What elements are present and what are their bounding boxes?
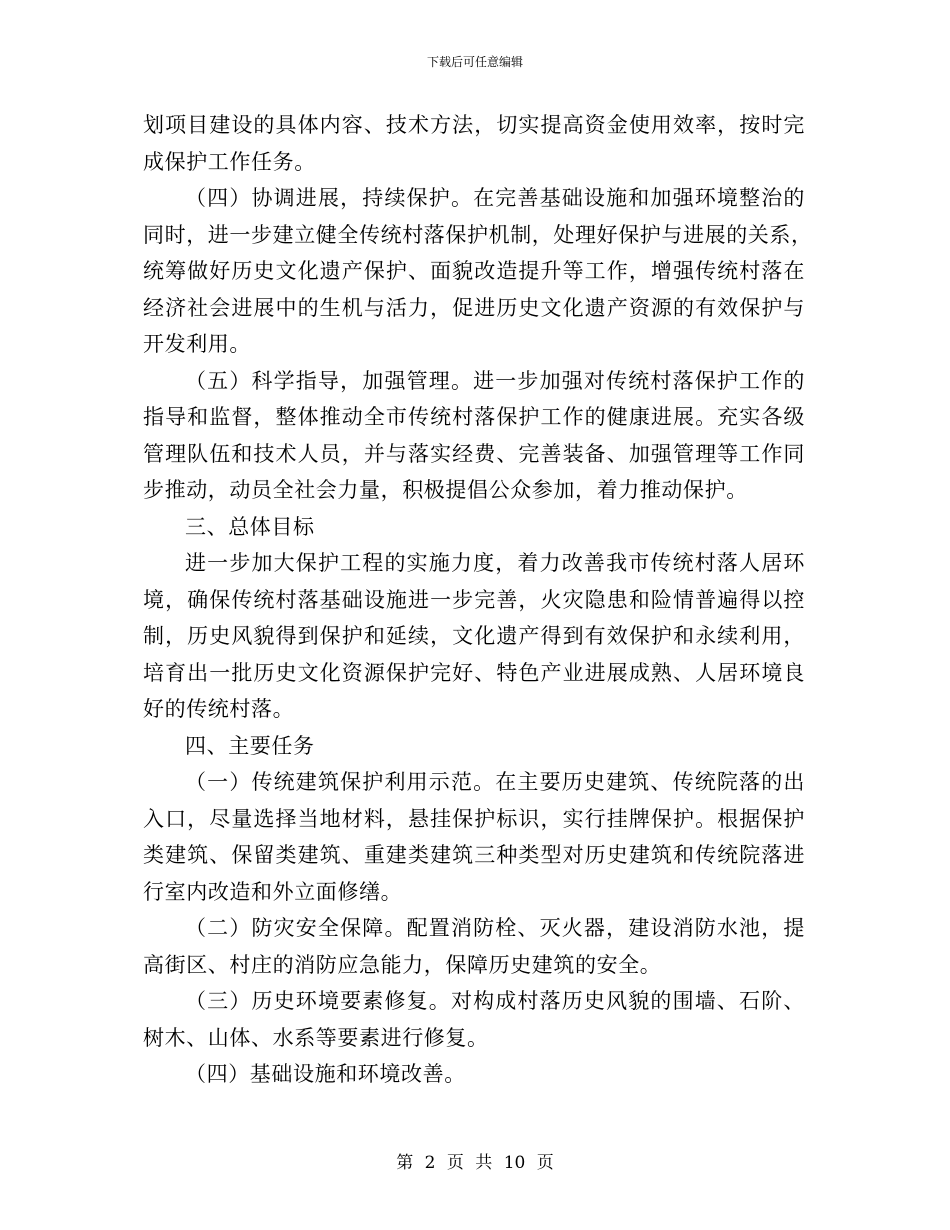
text-line: 境，确保传统村落基础设施进一步完善，火灾隐患和险情普遍得以控 [143, 587, 805, 612]
text-line: 同时，进一步建立健全传统村落保护机制，处理好保护与进展的关系， [143, 222, 813, 247]
text-line: 四、主要任务 [185, 733, 315, 758]
text-line: （四）协调进展，持续保护。在完善基础设施和加强环境整治的 [185, 186, 805, 210]
text-line: 经济社会进展中的生机与活力，促进历史文化遗产资源的有效保护与 [143, 295, 805, 320]
text-line: 管理队伍和技术人员，并与落实经费、完善装备、加强管理等工作同 [143, 441, 805, 466]
text-line: （四）基础设施和环境改善。 [185, 1062, 466, 1086]
text-line: （二）防灾安全保障。配置消防栓、灭火器，建设消防水池，提 [185, 916, 805, 940]
page-footer: 第 2 页 共 10 页 [396, 1153, 554, 1173]
text-line: 好的传统村落。 [143, 697, 295, 721]
text-line: 开发利用。 [143, 332, 251, 356]
text-line: 制，历史风貌得到保护和延续，文化遗产得到有效保护和永续利用， [143, 624, 805, 648]
text-line: 入口，尽量选择当地材料，悬挂保护标识，实行挂牌保护。根据保护 [143, 806, 805, 831]
text-line: （一）传统建筑保护利用示范。在主要历史建筑、传统院落的出 [185, 770, 805, 794]
text-line: 指导和监督，整体推动全市传统村落保护工作的健康进展。充实各级 [143, 405, 805, 429]
text-line: 树木、山体、水系等要素进行修复。 [143, 1025, 489, 1050]
text-line: 类建筑、保留类建筑、重建类建筑三种类型对历史建筑和传统院落进 [143, 843, 805, 867]
document-body [143, 107, 813, 1093]
text-line: 高街区、村庄的消防应急能力，保障历史建筑的安全。 [143, 952, 662, 977]
text-line: 进一步加大保护工程的实施力度，着力改善我市传统村落人居环 [185, 551, 805, 575]
text-line: 步推动，动员全社会力量，积极提倡公众参加，着力推动保护。 [143, 478, 748, 502]
text-line: 成保护工作任务。 [143, 149, 316, 174]
text-line: 行室内改造和外立面修缮。 [143, 879, 403, 904]
text-line: （五）科学指导，加强管理。进一步加强对传统村落保护工作的 [185, 368, 805, 393]
text-line: （三）历史环境要素修复。对构成村落历史风貌的围墙、石阶、 [185, 989, 805, 1013]
page-header: 下载后可任意编辑 [426, 55, 523, 69]
text-line: 培育出一批历史文化资源保护完好、特色产业进展成熟、人居环境良 [143, 660, 805, 685]
text-line: 统筹做好历史文化遗产保护、面貌改造提升等工作，增强传统村落在 [143, 259, 805, 283]
text-line: 划项目建设的具体内容、技术方法，切实提高资金使用效率，按时完 [143, 113, 805, 137]
text-line: 三、总体目标 [185, 514, 315, 539]
